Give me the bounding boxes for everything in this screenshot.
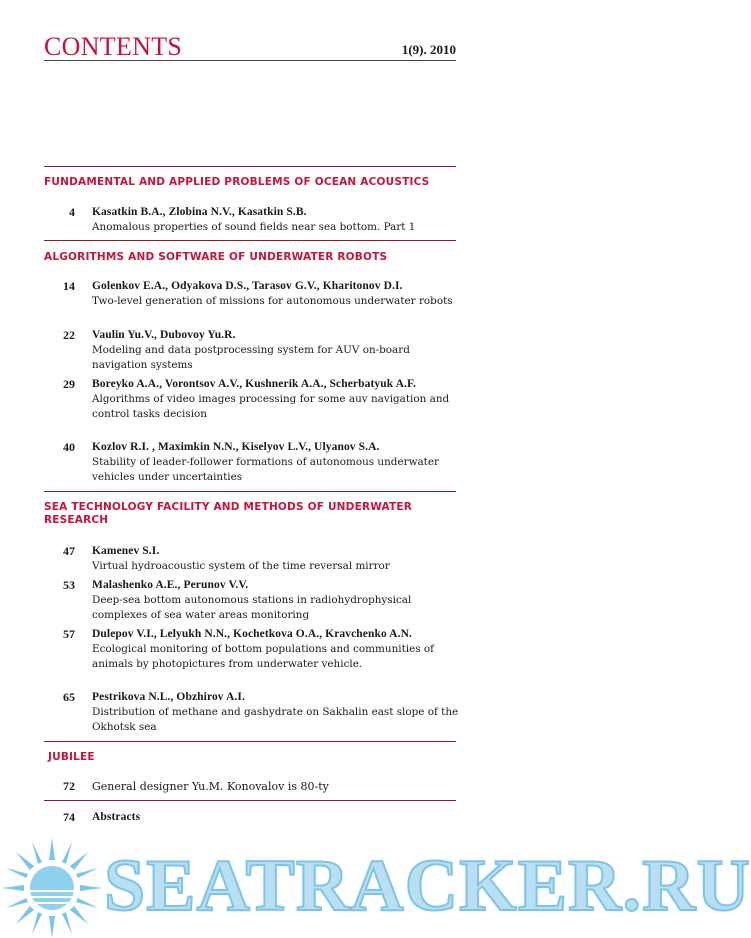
issue-number: 1(9). 2010 xyxy=(401,42,456,57)
entry-authors: Malashenko A.E., Perunov V.V. xyxy=(92,579,249,591)
page-title: CONTENTS xyxy=(44,32,183,61)
entry-authors: Boreyko A.A., Vorontsov A.V., Kushnerik A.A., Scherbatyuk A.F. xyxy=(92,378,417,390)
entry-authors: Pestrikova N.L., Obzhirov A.I. xyxy=(92,691,245,703)
section-divider xyxy=(44,491,456,492)
entry-page-number: 72 xyxy=(63,779,75,793)
entry-title: Stability of leader-follower formations of autonomous underwater vehicles under uncertainties xyxy=(92,456,439,483)
entry-authors: Abstracts xyxy=(92,811,141,823)
entry-page-number: 53 xyxy=(63,578,75,592)
section-title-jubilee: JUBILEE xyxy=(48,751,95,763)
section-divider xyxy=(44,741,456,742)
section-divider xyxy=(44,800,456,801)
entry-authors: Vaulin Yu.V., Dubovoy Yu.R. xyxy=(92,329,236,341)
section-title-underwater-robots: ALGORITHMS AND SOFTWARE OF UNDERWATER ROBOTS xyxy=(44,251,388,263)
entry-authors: Kozlov R.I. , Maximkin N.N., Kiselyov L.V., Ulyanov S.A. xyxy=(92,441,380,453)
entry-authors: Kamenev S.I. xyxy=(92,545,160,557)
entry-title: Ecological monitoring of bottom populations and communities of animals by photopictures from underwater vehicle. xyxy=(92,643,434,670)
section-title-ocean-acoustics: FUNDAMENTAL AND APPLIED PROBLEMS OF OCEAN ACOUSTICS xyxy=(44,176,430,188)
entry-title: Two-level generation of missions for autonomous underwater robots xyxy=(92,295,453,307)
entry-page-number: 57 xyxy=(63,627,75,641)
watermark-text: SEATRACKER.RU xyxy=(104,845,751,927)
entry-title: Virtual hydroacoustic system of the time reversal mirror xyxy=(92,560,390,572)
entry-title: General designer Yu.M. Konovalov is 80-ty xyxy=(92,780,329,793)
entry-page-number: 22 xyxy=(63,328,75,342)
entry-title: Modeling and data postprocessing system for AUV on-board navigation systems xyxy=(92,344,410,371)
section-divider xyxy=(44,166,456,167)
entry-authors: Golenkov E.A., Odyakova D.S., Tarasov G.V., Kharitonov D.I. xyxy=(92,280,403,292)
entry-title: Algorithms of video images processing for some auv navigation and control tasks decision xyxy=(92,393,450,420)
section-title-sea-technology: SEA TECHNOLOGY FACILITY AND METHODS OF UNDERWATER RESEARCH xyxy=(44,501,413,526)
entry-page-number: 65 xyxy=(63,690,75,704)
entry-page-number: 29 xyxy=(63,377,75,391)
entry-authors: Kasatkin B.A., Zlobina N.V., Kasatkin S.B. xyxy=(92,206,307,218)
entry-page-number: 14 xyxy=(63,279,75,293)
entry-page-number: 47 xyxy=(63,544,75,558)
entry-page-number: 40 xyxy=(63,440,75,454)
entry-page-number: 74 xyxy=(63,810,75,824)
section-divider xyxy=(44,240,456,241)
entry-authors: Dulepov V.I., Lelyukh N.N., Kochetkova O.A., Kravchenko A.N. xyxy=(92,628,412,640)
contents-header xyxy=(44,34,456,61)
entry-page-number: 4 xyxy=(69,205,75,219)
entry-title: Anomalous properties of sound fields near sea bottom. Part 1 xyxy=(92,221,416,233)
entry-title: Deep-sea bottom autonomous stations in radiohydrophysical complexes of sea water areas monitoring xyxy=(92,594,412,621)
entry-title: Distribution of methane and gashydrate on Sakhalin east slope of the Okhotsk sea xyxy=(92,706,459,733)
